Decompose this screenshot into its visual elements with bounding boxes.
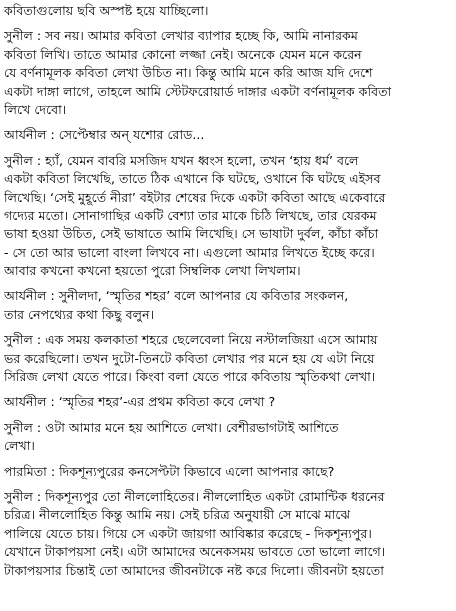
text-line: ভর করেছিলো। তখন দুটো-তিনটে কবিতা লেখার পর মনে হয় যে এটা নিয়ে xyxy=(4,350,375,366)
text-line: পারমিতা : দিকশূন্যপুরের কনসেপ্টটা কিভাবে এলো আপনার কাছে? xyxy=(4,463,335,479)
text-line: ভাষা হওয়া উচিত, সেই ভাষাতে আমি লিখেছি। সে ভাষাটা দুর্বল, কাঁচা কাঁচা xyxy=(4,226,379,242)
text-line: যেখানে টাকাপয়সা নেই। এটা আমাদের অনেকসময় ভাবতে তো ভালো লাগে। xyxy=(4,544,386,560)
text-line: আর্যনীল : ‘স্মৃতির শহর’-এর প্রথম কবিতা কবে লেখা ? xyxy=(4,394,276,410)
text-line: আবার কখনো কখনো হয়তো পুরো সিম্বলিক লেখা লিখলাম। xyxy=(4,263,301,279)
paragraph xyxy=(4,488,450,580)
text-line: গদ্যের মতো। সোনাগাছির একটি বেশ্যা তার মাকে চিঠি লিখছে, তার যেরকম xyxy=(4,207,377,223)
text-line: লেখা। xyxy=(4,438,35,454)
text-line: একটা কবিতা লিখেছি, তাতে ঠিক এখানে কি ঘটছে, ওখানে কি ঘটছে এইসব xyxy=(4,171,381,187)
text-line: আর্যনীল : সুনীলদা, ‘স্মৃতির শহর’ বলে আপনার যে কবিতার সংকলন, xyxy=(4,288,349,304)
paragraph xyxy=(4,27,450,119)
paragraph xyxy=(4,331,450,386)
text-line: সুনীল : হ্যাঁ, যেমন বাবরি মসজিদ যখন ধ্বংস হলো, তখন ‘হায় ধর্ম’ বলে xyxy=(4,152,359,168)
text-line: লিখেছি। ‘সেই মুহূর্তে নীরা’ বইটার শেষের দিকে একটা কবিতা আছে একেবারে xyxy=(4,189,386,205)
text-line: সুনীল : ওটা আমার মনে হয় আশিতে লেখা। বেশীরভাগটাই আশিতে xyxy=(4,419,339,435)
paragraph xyxy=(4,419,450,456)
paragraph xyxy=(4,287,450,324)
text-line: যে বর্ণনামূলক কবিতা লেখা উচিত না। কিন্তু আমি মনে করি আজ যদি দেশে xyxy=(4,65,373,81)
text-line: সুনীল : এক সময় কলকাতা শহরে ছেলেবেলা নিয়ে নস্টালজিয়া এসে আমায় xyxy=(4,332,378,348)
text-line: তার নেপথ্যের কথা কিছু বলুন। xyxy=(4,306,155,322)
text-line: কবিতাগুলোয় ছবি অস্পষ্ট হয়ে যাচ্ছিলো। xyxy=(4,3,209,18)
paragraph xyxy=(4,2,450,20)
text-line: একটা দাঙ্গা লাগে, তাহলে আমি স্টেটফরোয়ার্ড দাঙ্গার একটা বর্ণনামূলক কবিতা xyxy=(4,83,392,99)
paragraph xyxy=(4,393,450,411)
text-line: আর্যনীল : সেপ্টেম্বার অন্ যশোর রোড... xyxy=(4,127,205,143)
text-line: চরিত্র। নীললোহিত কিন্তু আমি নয়। সেই চরিত্র অনুযায়ী সে মাঝে মাঝে xyxy=(4,507,351,523)
paragraph xyxy=(4,126,450,144)
text-line: পালিয়ে যেতে চায়। গিয়ে সে একটা জায়গা আবিষ্কার করেছে - দিকশূন্যপুর। xyxy=(4,525,372,541)
text-line: সিরিজ লেখা যেতে পারে। কিংবা বলা যেতে পারে কবিতায় স্মৃতিকথা লেখা। xyxy=(4,369,376,385)
paragraph xyxy=(4,463,450,481)
paragraph xyxy=(4,152,450,281)
text-line: সুনীল : সব নয়। আমার কবিতা লেখার ব্যাপার হচ্ছে কি, আমি নানারকম xyxy=(4,28,358,44)
text-line: সুনীল : দিকশূন্যপুর তো নীললোহিতের। নীললোহিত একটা রোমান্টিক ধরনের xyxy=(4,488,385,504)
text-line: কবিতা লিখি। তাতে আমার কোনো লজ্জা নেই। অনেকে যেমন মনে করেন xyxy=(4,46,362,62)
text-line: - সে তো আর ভালো বাংলা লিখবে না। এগুলো আমার লিখতে ইচ্ছে করে। xyxy=(4,244,375,260)
text-line: লিখে দেবো। xyxy=(4,101,67,117)
text-line: টাকাপয়সার চিন্তাই তো আমাদের জীবনটাকে নষ্ট করে দিলো। জীবনটা হয়তো xyxy=(4,562,384,578)
